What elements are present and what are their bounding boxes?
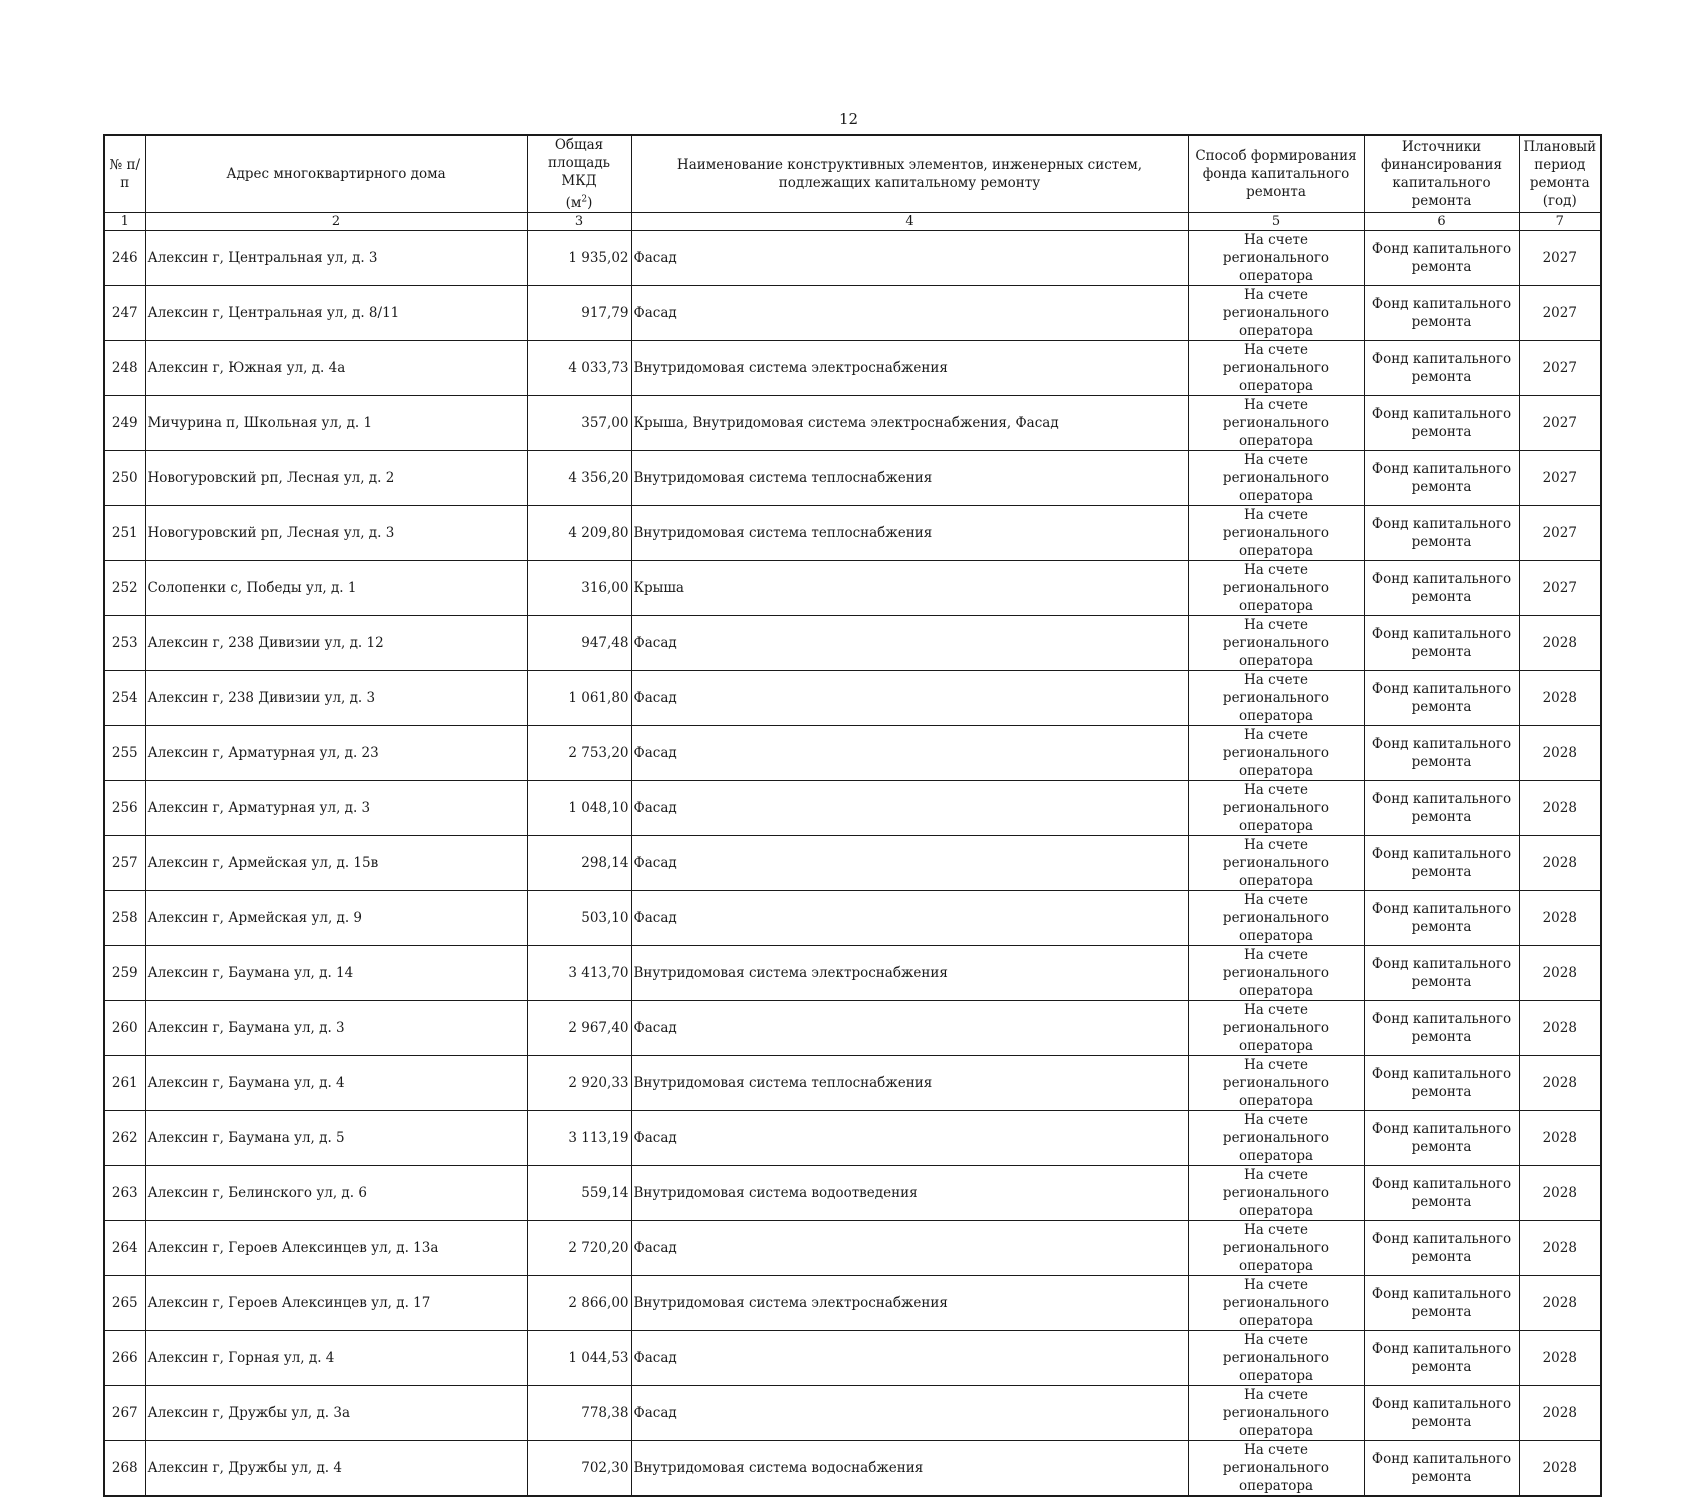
table-body [104, 230, 1601, 1496]
source-cell: Фонд капитального ремонта [1364, 945, 1519, 1000]
row-number: 263 [104, 1165, 145, 1220]
year-cell: 2027 [1519, 340, 1601, 395]
row-number: 257 [104, 835, 145, 890]
row-number: 250 [104, 450, 145, 505]
year-cell: 2028 [1519, 835, 1601, 890]
column-number: 7 [1519, 212, 1601, 230]
address-cell: Алексин г, Дружбы ул, д. 3а [145, 1385, 527, 1440]
address-cell: Алексин г, Баумана ул, д. 4 [145, 1055, 527, 1110]
table-row [104, 1275, 1601, 1330]
method-cell: На счете регионального оператора [1188, 615, 1364, 670]
address-cell: Алексин г, Героев Алексинцев ул, д. 17 [145, 1275, 527, 1330]
row-number: 268 [104, 1440, 145, 1496]
elements-cell: Внутридомовая система электроснабжения [631, 340, 1188, 395]
table-row [104, 505, 1601, 560]
table-row [104, 1165, 1601, 1220]
elements-cell: Фасад [631, 835, 1188, 890]
year-cell: 2028 [1519, 1440, 1601, 1496]
elements-cell: Внутридомовая система теплоснабжения [631, 450, 1188, 505]
area-cell: 4 209,80 [527, 505, 631, 560]
method-cell: На счете регионального оператора [1188, 560, 1364, 615]
table-row [104, 835, 1601, 890]
address-cell: Алексин г, Армейская ул, д. 15в [145, 835, 527, 890]
row-number: 247 [104, 285, 145, 340]
elements-cell: Фасад [631, 1220, 1188, 1275]
row-number: 248 [104, 340, 145, 395]
source-cell: Фонд капитального ремонта [1364, 450, 1519, 505]
row-number: 267 [104, 1385, 145, 1440]
source-cell: Фонд капитального ремонта [1364, 1440, 1519, 1496]
column-number: 3 [527, 212, 631, 230]
table-row [104, 890, 1601, 945]
method-cell: На счете регионального оператора [1188, 395, 1364, 450]
area-cell: 1 044,53 [527, 1330, 631, 1385]
header-area-label: Общая площадь МКД [548, 137, 610, 189]
column-number: 6 [1364, 212, 1519, 230]
method-cell: На счете регионального оператора [1188, 1055, 1364, 1110]
column-number-row [104, 212, 1601, 230]
method-cell: На счете регионального оператора [1188, 1385, 1364, 1440]
address-cell: Алексин г, Армейская ул, д. 9 [145, 890, 527, 945]
year-cell: 2028 [1519, 780, 1601, 835]
year-cell: 2028 [1519, 1165, 1601, 1220]
elements-cell: Внутридомовая система электроснабжения [631, 1275, 1188, 1330]
address-cell: Алексин г, Баумана ул, д. 5 [145, 1110, 527, 1165]
address-cell: Алексин г, Дружбы ул, д. 4 [145, 1440, 527, 1496]
method-cell: На счете регионального оператора [1188, 340, 1364, 395]
year-cell: 2027 [1519, 560, 1601, 615]
elements-cell: Фасад [631, 230, 1188, 285]
address-cell: Алексин г, Центральная ул, д. 8/11 [145, 285, 527, 340]
area-cell: 2 753,20 [527, 725, 631, 780]
row-number: 259 [104, 945, 145, 1000]
page-number: 12 [838, 110, 859, 128]
year-cell: 2028 [1519, 1000, 1601, 1055]
table-row [104, 340, 1601, 395]
address-cell: Алексин г, Арматурная ул, д. 3 [145, 780, 527, 835]
year-cell: 2028 [1519, 1220, 1601, 1275]
table-row [104, 560, 1601, 615]
year-cell: 2027 [1519, 395, 1601, 450]
source-cell: Фонд капитального ремонта [1364, 560, 1519, 615]
elements-cell: Фасад [631, 615, 1188, 670]
source-cell: Фонд капитального ремонта [1364, 890, 1519, 945]
elements-cell: Внутридомовая система электроснабжения [631, 945, 1188, 1000]
year-cell: 2028 [1519, 1385, 1601, 1440]
source-cell: Фонд капитального ремонта [1364, 395, 1519, 450]
area-cell: 316,00 [527, 560, 631, 615]
row-number: 265 [104, 1275, 145, 1330]
header-num: № п/п [104, 135, 145, 212]
source-cell: Фонд капитального ремонта [1364, 1055, 1519, 1110]
method-cell: На счете регионального оператора [1188, 1000, 1364, 1055]
address-cell: Солопенки с, Победы ул, д. 1 [145, 560, 527, 615]
method-cell: На счете регионального оператора [1188, 725, 1364, 780]
row-number: 253 [104, 615, 145, 670]
year-cell: 2028 [1519, 1330, 1601, 1385]
address-cell: Новогуровский рп, Лесная ул, д. 2 [145, 450, 527, 505]
row-number: 246 [104, 230, 145, 285]
column-number: 2 [145, 212, 527, 230]
column-number: 4 [631, 212, 1188, 230]
source-cell: Фонд капитального ремонта [1364, 1220, 1519, 1275]
table-row [104, 945, 1601, 1000]
address-cell: Алексин г, Баумана ул, д. 3 [145, 1000, 527, 1055]
method-cell: На счете регионального оператора [1188, 1440, 1364, 1496]
table-row [104, 1055, 1601, 1110]
area-cell: 503,10 [527, 890, 631, 945]
year-cell: 2028 [1519, 1110, 1601, 1165]
source-cell: Фонд капитального ремонта [1364, 1000, 1519, 1055]
area-cell: 2 720,20 [527, 1220, 631, 1275]
column-number: 5 [1188, 212, 1364, 230]
row-number: 258 [104, 890, 145, 945]
address-cell: Алексин г, 238 Дивизии ул, д. 12 [145, 615, 527, 670]
row-number: 254 [104, 670, 145, 725]
area-cell: 947,48 [527, 615, 631, 670]
header-row [104, 135, 1601, 212]
elements-cell: Внутридомовая система теплоснабжения [631, 505, 1188, 560]
method-cell: На счете регионального оператора [1188, 1275, 1364, 1330]
header-period: Плановый период ремонта (год) [1519, 135, 1601, 212]
row-number: 261 [104, 1055, 145, 1110]
table-row [104, 1385, 1601, 1440]
area-cell: 1 048,10 [527, 780, 631, 835]
method-cell: На счете регионального оператора [1188, 670, 1364, 725]
address-cell: Алексин г, 238 Дивизии ул, д. 3 [145, 670, 527, 725]
area-cell: 559,14 [527, 1165, 631, 1220]
table-row [104, 285, 1601, 340]
table-row [104, 1440, 1601, 1496]
row-number: 251 [104, 505, 145, 560]
area-cell: 917,79 [527, 285, 631, 340]
address-cell: Алексин г, Горная ул, д. 4 [145, 1330, 527, 1385]
method-cell: На счете регионального оператора [1188, 285, 1364, 340]
table-row [104, 780, 1601, 835]
area-cell: 4 033,73 [527, 340, 631, 395]
area-cell: 702,30 [527, 1440, 631, 1496]
address-cell: Алексин г, Центральная ул, д. 3 [145, 230, 527, 285]
source-cell: Фонд капитального ремонта [1364, 1385, 1519, 1440]
year-cell: 2027 [1519, 450, 1601, 505]
header-elements: Наименование конструктивных элементов, инженерных систем, подлежащих капитальному ремонту [631, 135, 1188, 212]
elements-cell: Фасад [631, 285, 1188, 340]
source-cell: Фонд капитального ремонта [1364, 615, 1519, 670]
column-number: 1 [104, 212, 145, 230]
elements-cell: Фасад [631, 1110, 1188, 1165]
table-row [104, 1220, 1601, 1275]
address-cell: Алексин г, Арматурная ул, д. 23 [145, 725, 527, 780]
area-cell: 2 866,00 [527, 1275, 631, 1330]
year-cell: 2028 [1519, 670, 1601, 725]
elements-cell: Крыша [631, 560, 1188, 615]
header-area-unit: $(м^2)$ [565, 194, 593, 211]
header-method: Способ формирования фонда капитального ремонта [1188, 135, 1364, 212]
row-number: 252 [104, 560, 145, 615]
source-cell: Фонд капитального ремонта [1364, 780, 1519, 835]
method-cell: На счете регионального оператора [1188, 450, 1364, 505]
table-row [104, 1110, 1601, 1165]
method-cell: На счете регионального оператора [1188, 890, 1364, 945]
elements-cell: Фасад [631, 725, 1188, 780]
row-number: 266 [104, 1330, 145, 1385]
area-cell: 298,14 [527, 835, 631, 890]
area-cell: 4 356,20 [527, 450, 631, 505]
elements-cell: Внутридомовая система водоснабжения [631, 1440, 1188, 1496]
source-cell: Фонд капитального ремонта [1364, 725, 1519, 780]
year-cell: 2027 [1519, 230, 1601, 285]
elements-cell: Фасад [631, 780, 1188, 835]
elements-cell: Внутридомовая система теплоснабжения [631, 1055, 1188, 1110]
area-cell: 778,38 [527, 1385, 631, 1440]
table-row [104, 1000, 1601, 1055]
table-row [104, 395, 1601, 450]
table-row [104, 615, 1601, 670]
table-row [104, 1330, 1601, 1385]
area-cell: 2 967,40 [527, 1000, 631, 1055]
header-area [527, 135, 631, 212]
row-number: 264 [104, 1220, 145, 1275]
row-number: 262 [104, 1110, 145, 1165]
area-cell: 3 113,19 [527, 1110, 631, 1165]
address-cell: Алексин г, Белинского ул, д. 6 [145, 1165, 527, 1220]
table-row [104, 670, 1601, 725]
method-cell: На счете регионального оператора [1188, 1330, 1364, 1385]
elements-cell: Фасад [631, 1000, 1188, 1055]
year-cell: 2028 [1519, 615, 1601, 670]
elements-cell: Фасад [631, 1385, 1188, 1440]
address-cell: Алексин г, Баумана ул, д. 14 [145, 945, 527, 1000]
source-cell: Фонд капитального ремонта [1364, 670, 1519, 725]
method-cell: На счете регионального оператора [1188, 230, 1364, 285]
elements-cell: Фасад [631, 1330, 1188, 1385]
row-number: 260 [104, 1000, 145, 1055]
elements-cell: Крыша, Внутридомовая система электроснабжения, Фасад [631, 395, 1188, 450]
method-cell: На счете регионального оператора [1188, 1110, 1364, 1165]
method-cell: На счете регионального оператора [1188, 945, 1364, 1000]
source-cell: Фонд капитального ремонта [1364, 340, 1519, 395]
elements-cell: Фасад [631, 890, 1188, 945]
method-cell: На счете регионального оператора [1188, 835, 1364, 890]
method-cell: На счете регионального оператора [1188, 1220, 1364, 1275]
source-cell: Фонд капитального ремонта [1364, 1330, 1519, 1385]
row-number: 255 [104, 725, 145, 780]
source-cell: Фонд капитального ремонта [1364, 285, 1519, 340]
source-cell: Фонд капитального ремонта [1364, 505, 1519, 560]
address-cell: Новогуровский рп, Лесная ул, д. 3 [145, 505, 527, 560]
year-cell: 2028 [1519, 890, 1601, 945]
area-cell: 3 413,70 [527, 945, 631, 1000]
table-row [104, 450, 1601, 505]
year-cell: 2028 [1519, 1055, 1601, 1110]
area-cell: 1 061,80 [527, 670, 631, 725]
elements-cell: Фасад [631, 670, 1188, 725]
table-row [104, 230, 1601, 285]
source-cell: Фонд капитального ремонта [1364, 835, 1519, 890]
area-cell: 357,00 [527, 395, 631, 450]
row-number: 256 [104, 780, 145, 835]
table-row [104, 725, 1601, 780]
address-cell: Алексин г, Южная ул, д. 4а [145, 340, 527, 395]
source-cell: Фонд капитального ремонта [1364, 1110, 1519, 1165]
source-cell: Фонд капитального ремонта [1364, 230, 1519, 285]
year-cell: 2028 [1519, 1275, 1601, 1330]
repair-program-table [103, 134, 1602, 1497]
year-cell: 2028 [1519, 725, 1601, 780]
area-cell: 2 920,33 [527, 1055, 631, 1110]
method-cell: На счете регионального оператора [1188, 1165, 1364, 1220]
method-cell: На счете регионального оператора [1188, 780, 1364, 835]
year-cell: 2027 [1519, 285, 1601, 340]
elements-cell: Внутридомовая система водоотведения [631, 1165, 1188, 1220]
year-cell: 2028 [1519, 945, 1601, 1000]
area-cell: 1 935,02 [527, 230, 631, 285]
address-cell: Мичурина п, Школьная ул, д. 1 [145, 395, 527, 450]
method-cell: На счете регионального оператора [1188, 505, 1364, 560]
year-cell: 2027 [1519, 505, 1601, 560]
source-cell: Фонд капитального ремонта [1364, 1275, 1519, 1330]
header-source: Источники финансирования капитального ремонта [1364, 135, 1519, 212]
source-cell: Фонд капитального ремонта [1364, 1165, 1519, 1220]
address-cell: Алексин г, Героев Алексинцев ул, д. 13а [145, 1220, 527, 1275]
row-number: 249 [104, 395, 145, 450]
header-address: Адрес многоквартирного дома [145, 135, 527, 212]
